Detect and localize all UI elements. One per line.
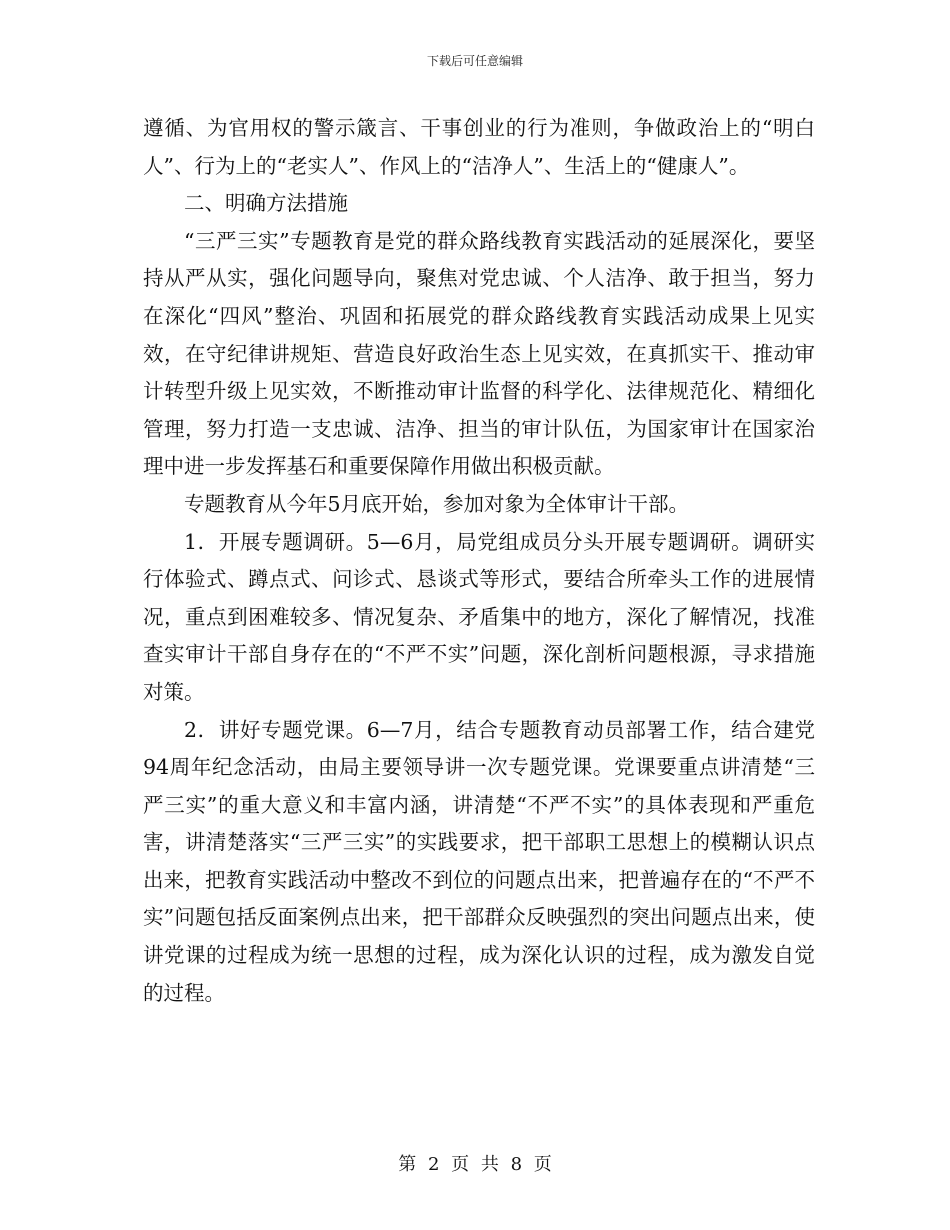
paragraph: 专题教育从今年5月底开始，参加对象为全体审计干部。 [184, 491, 690, 516]
section-heading: 二、明确方法措施 [184, 191, 348, 216]
paragraph: “三严三实”专题教育是党的群众路线教育实践活动的延展深化，要坚持从严从实，强化问题导向，聚焦对党忠诚、个人洁净、敢于担当，努力在深化“四风”整治、巩固和拓展党的群众路线教育实践活动成果上见实效，在守纪律讲规矩、营造良好政治生态上见实效，在真抓实干、推动审计转型升级上见实效，不断推动审计监督的科学化、法律规范化、精细化管理，努力打造一支忠诚、洁净、担当的审计队伍，为国家审计在国家治理中进一步发挥基石和重要保障作用做出积极贡献。 [143, 228, 815, 479]
paragraph-continuation: 遵循、为官用权的警示箴言、干事创业的行为准则，争做政治上的“明白人”、行为上的“老实人”、作风上的“洁净人”、生活上的“健康人”。 [143, 116, 815, 178]
document-body [143, 110, 815, 1012]
list-item-paragraph: 2．讲好专题党课。6—7月，结合专题教育动员部署工作，结合建党94周年纪念活动，由局主要领导讲一次专题党课。党课要重点讲清楚“三严三实”的重大意义和丰富内涵，讲清楚“不严不实”的具体表现和严重危害，讲清楚落实“三严三实”的实践要求，把干部职工思想上的模糊认识点出来，把教育实践活动中整改不到位的问题点出来，把普遍存在的“不严不实”问题包括反面案例点出来，把干部群众反映强烈的突出问题点出来，使讲党课的过程成为统一思想的过程，成为深化认识的过程，成为激发自觉的过程。 [143, 717, 815, 1005]
page-number-footer: 第 2 页 共 8 页 [398, 1154, 552, 1175]
page-header: 下载后可任意编辑 [426, 54, 523, 68]
list-item-paragraph: 1．开展专题调研。5—6月，局党组成员分头开展专题调研。调研实行体验式、蹲点式、问诊式、恳谈式等形式，要结合所牵头工作的进展情况，重点到困难较多、情况复杂、矛盾集中的地方，深化了解情况，找准查实审计干部自身存在的“不严不实”问题，深化剖析问题根源，寻求措施对策。 [143, 529, 815, 704]
